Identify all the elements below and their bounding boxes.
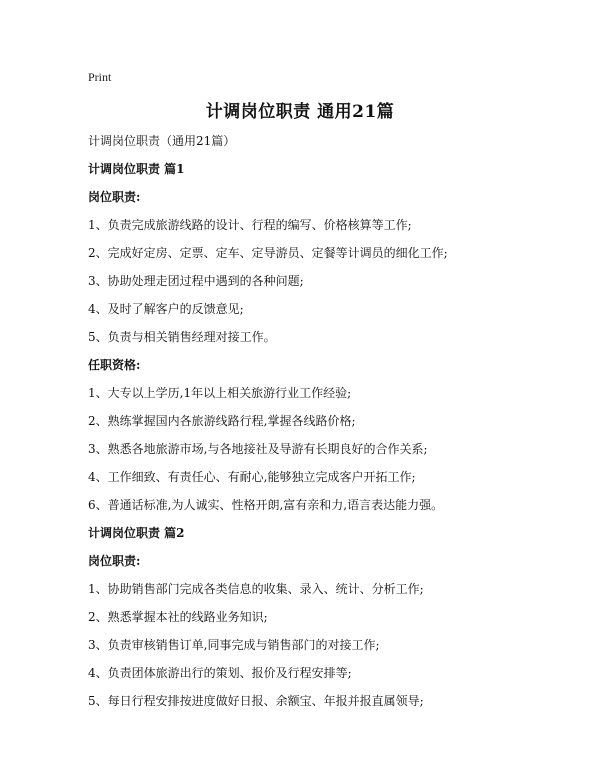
section-heading-2: 计调岗位职责 篇2 [88, 526, 185, 540]
duty-item: 1、负责完成旅游线路的设计、行程的编写、价格核算等工作; [88, 218, 412, 232]
requirements-heading-1: 任职资格: [88, 358, 141, 372]
duty-item: 2、熟悉掌握本社的线路业务知识; [88, 610, 268, 624]
document-subtitle: 计调岗位职责（通用21篇） [88, 134, 236, 148]
page-title: 计调岗位职责 通用21篇 [205, 102, 395, 122]
duty-item: 5、每日行程安排按进度做好日报、余额宝、年报并报直属领导; [88, 694, 424, 708]
document-body [88, 133, 528, 721]
duty-item: 5、负责与相关销售经理对接工作。 [88, 330, 276, 344]
duty-item: 3、协助处理走团过程中遇到的各种问题; [88, 274, 304, 288]
print-link[interactable]: Print [88, 70, 112, 84]
duties-heading-1: 岗位职责: [88, 190, 141, 204]
requirement-item: 6、普通话标准,为人诚实、性格开朗,富有亲和力,语言表达能力强。 [88, 498, 444, 512]
requirement-item: 3、熟悉各地旅游市场,与各地接社及导游有长期良好的合作关系; [88, 442, 428, 456]
duties-heading-2: 岗位职责: [88, 554, 141, 568]
duty-item: 3、负责审核销售订单,同事完成与销售部门的对接工作; [88, 638, 380, 652]
duty-item: 1、协助销售部门完成各类信息的收集、录入、统计、分析工作; [88, 582, 424, 596]
section-heading-1: 计调岗位职责 篇1 [88, 162, 185, 176]
requirement-item: 2、熟练掌握国内各旅游线路行程,掌握各线路价格; [88, 414, 356, 428]
duty-item: 4、负责团体旅游出行的策划、报价及行程安排等; [88, 666, 352, 680]
duty-item: 2、完成好定房、定票、定车、定导游员、定餐等计调员的细化工作; [88, 246, 448, 260]
requirement-item: 4、工作细致、有责任心、有耐心,能够独立完成客户开拓工作; [88, 470, 416, 484]
duty-item: 4、及时了解客户的反馈意见; [88, 302, 244, 316]
requirement-item: 1、大专以上学历,1年以上相关旅游行业工作经验; [88, 386, 352, 400]
